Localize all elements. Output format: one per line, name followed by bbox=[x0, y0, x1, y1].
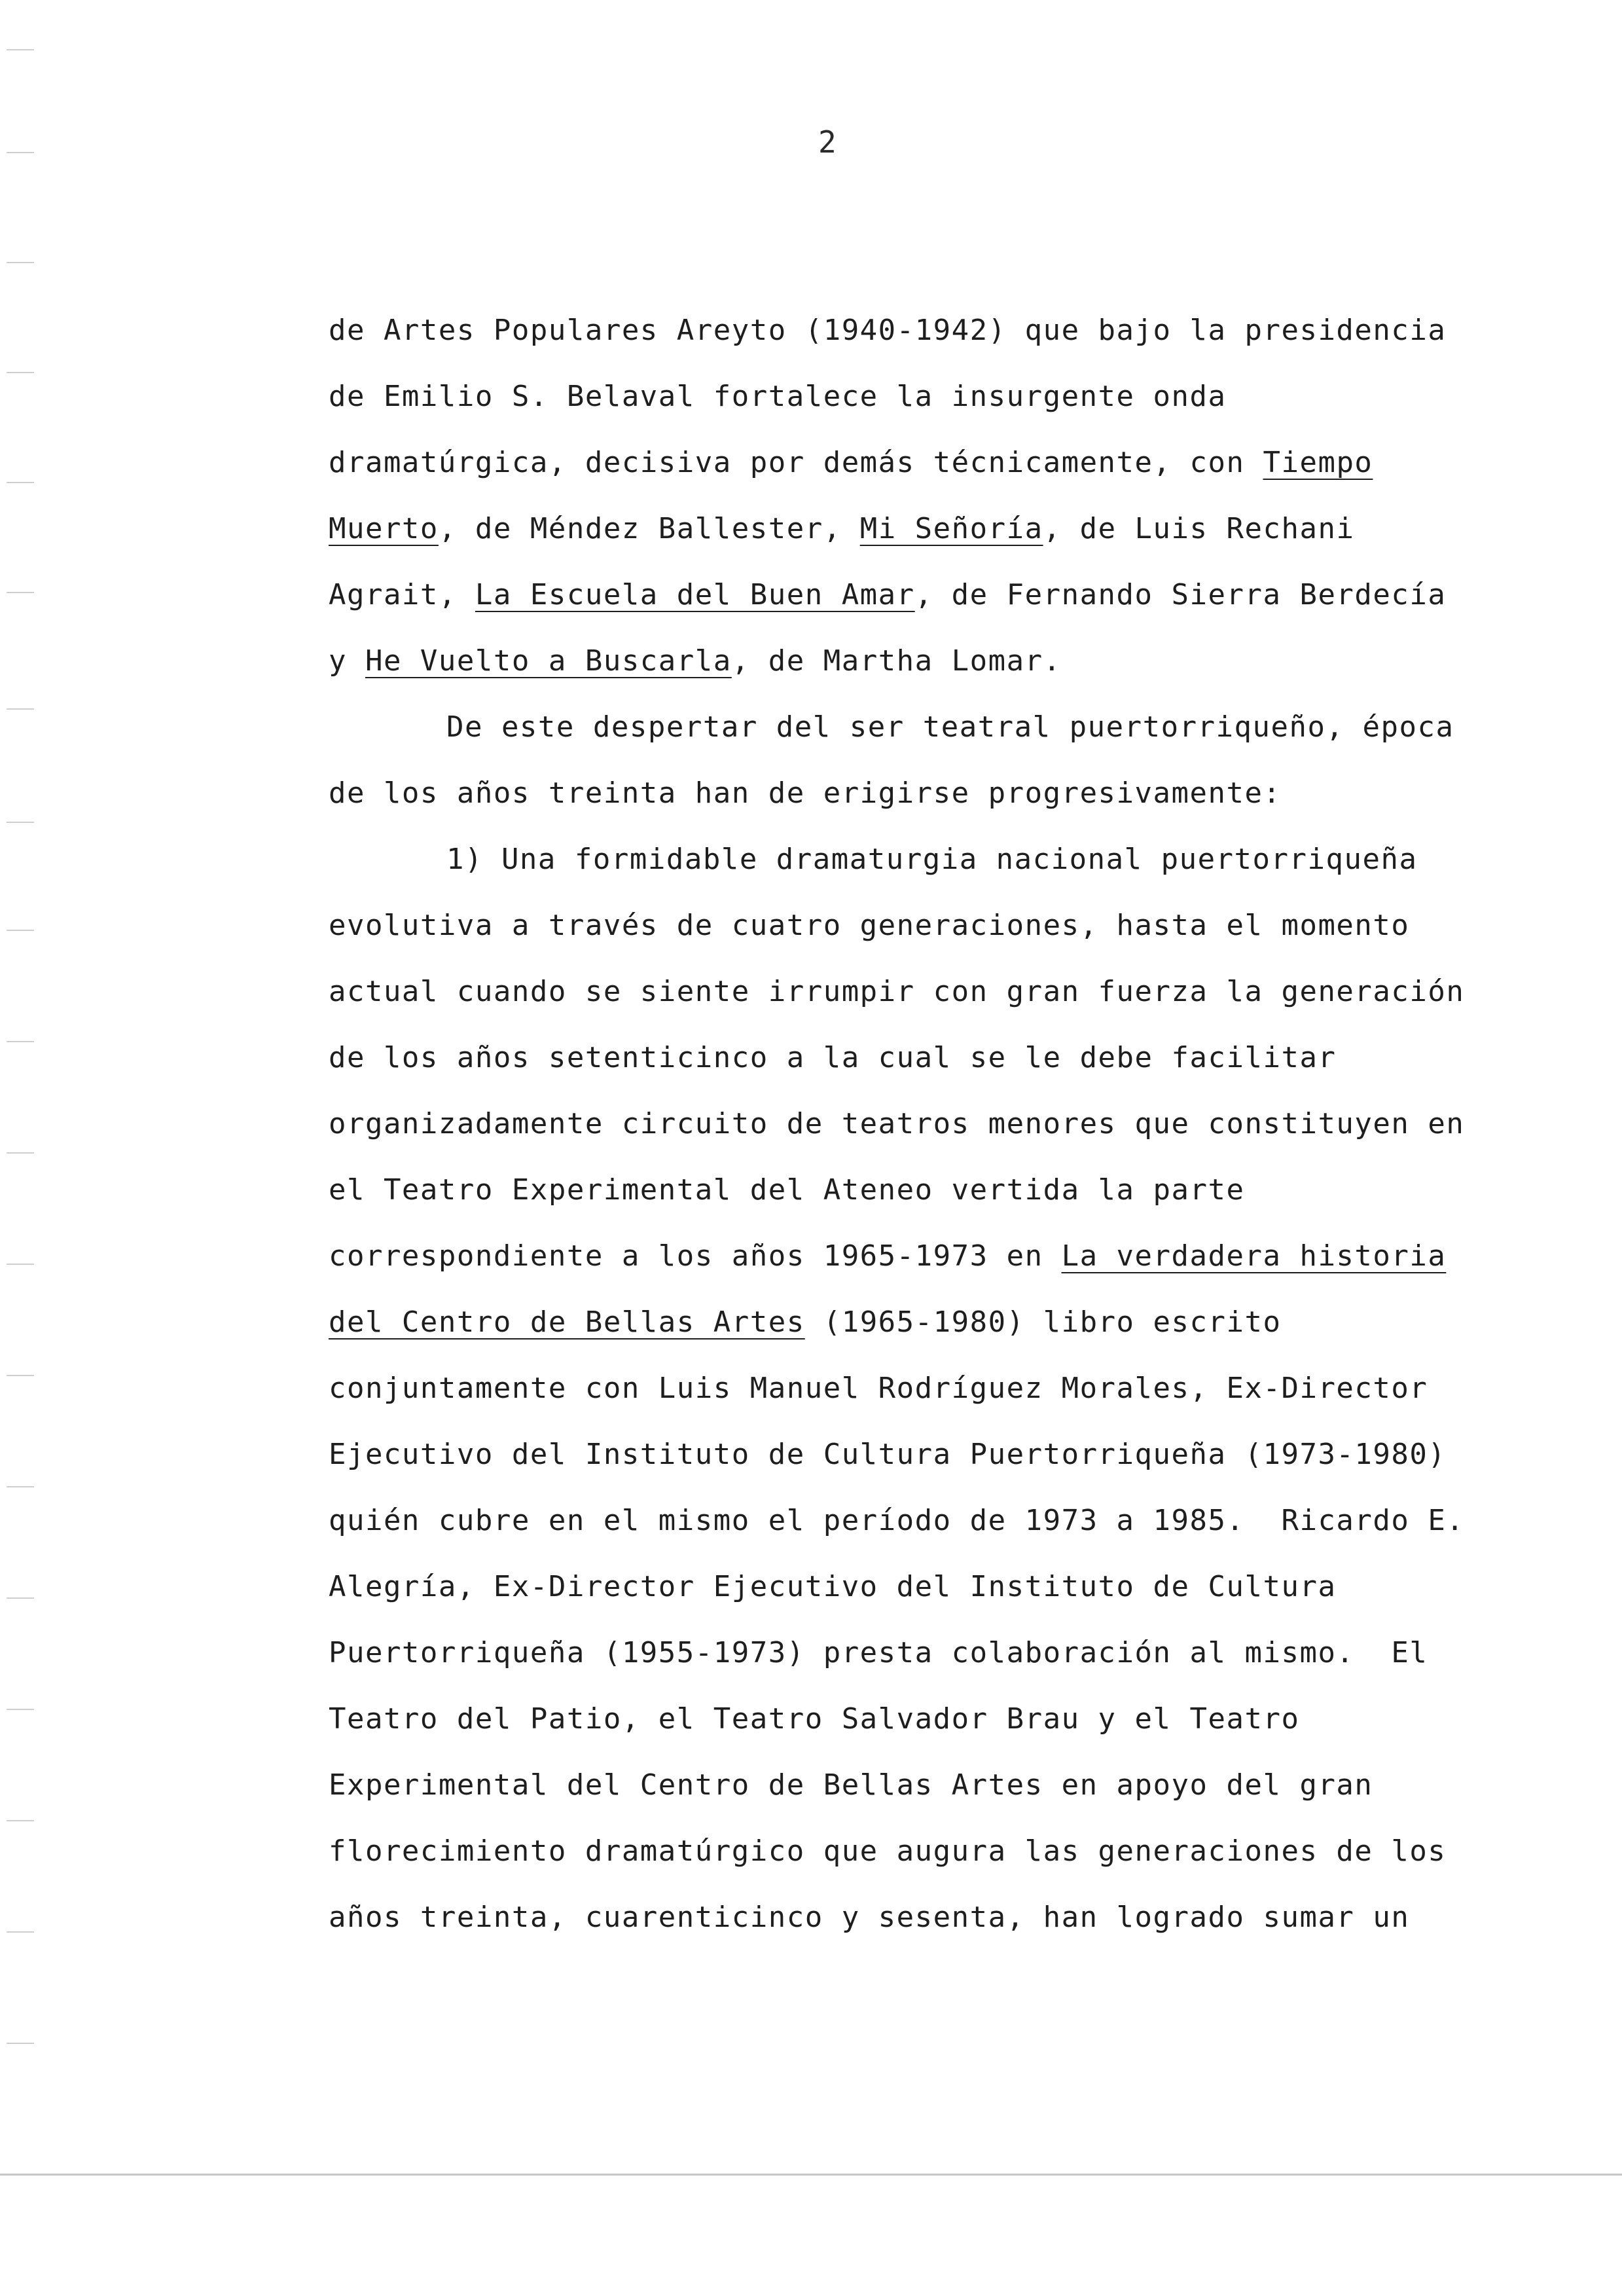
work-title: Muerto bbox=[328, 512, 439, 545]
text-run: Ejecutivo del Instituto de Cultura Puertorriqueña (1973-1980) bbox=[328, 1438, 1447, 1471]
page-bottom-rule bbox=[0, 2174, 1622, 2176]
text-run: Alegría, Ex-Director Ejecutivo del Instituto de Cultura bbox=[328, 1570, 1337, 1603]
margin-mark bbox=[7, 1041, 34, 1042]
margin-mark bbox=[7, 708, 34, 710]
text-run: actual cuando se siente irrumpir con gran fuerza la generación bbox=[328, 975, 1465, 1008]
text-run: (1965-1980) libro escrito bbox=[804, 1305, 1282, 1339]
text-run: 1) Una formidable dramaturgia nacional puertorriqueña bbox=[446, 843, 1418, 876]
margin-mark bbox=[7, 1820, 34, 1821]
margin-mark bbox=[7, 49, 34, 50]
work-title: Mi Señoría bbox=[859, 512, 1043, 545]
margin-mark bbox=[7, 482, 34, 483]
text-run: , de Martha Lomar. bbox=[731, 644, 1062, 678]
text-line bbox=[255, 1859, 1409, 1977]
text-run: organizadamente circuito de teatros menores que constituyen en bbox=[328, 1107, 1465, 1140]
text-run: Teatro del Patio, el Teatro Salvador Brau y el Teatro bbox=[328, 1702, 1300, 1736]
work-title: La Escuela del Buen Amar bbox=[475, 578, 915, 611]
margin-mark bbox=[7, 152, 34, 153]
margin-mark bbox=[7, 262, 34, 263]
text-run: el Teatro Experimental del Ateneo vertida la parte bbox=[328, 1173, 1245, 1207]
work-title: Tiempo bbox=[1263, 446, 1373, 479]
margin-mark bbox=[7, 372, 34, 373]
text-run: Agrait, bbox=[328, 578, 475, 611]
text-run: , de Fernando Sierra Berdecía bbox=[914, 578, 1447, 611]
page-number: 2 bbox=[818, 124, 837, 160]
text-run: quién cubre en el mismo el período de 1973 a 1985. Ricardo E. bbox=[328, 1504, 1465, 1537]
text-run: correspondiente a los años 1965-1973 en bbox=[328, 1239, 1062, 1273]
margin-mark bbox=[7, 1931, 34, 1933]
margin-mark bbox=[7, 822, 34, 823]
text-run: de los años setenticinco a la cual se le debe facilitar bbox=[328, 1041, 1337, 1074]
text-run: de los años treinta han de erigirse progresivamente: bbox=[328, 776, 1282, 810]
text-run: Puertorriqueña (1955-1973) presta colaboración al mismo. El bbox=[328, 1636, 1428, 1669]
work-title: La verdadera historia bbox=[1061, 1239, 1447, 1273]
text-run: de Emilio S. Belaval fortalece la insurgente onda bbox=[328, 380, 1227, 413]
text-run: años treinta, cuarenticinco y sesenta, han logrado sumar un bbox=[328, 1901, 1410, 1934]
margin-mark bbox=[7, 1597, 34, 1599]
work-title: He Vuelto a Buscarla bbox=[365, 644, 732, 678]
text-run: evolutiva a través de cuatro generaciones, hasta el momento bbox=[328, 909, 1410, 942]
margin-mark bbox=[7, 592, 34, 593]
work-title: del Centro de Bellas Artes bbox=[328, 1305, 805, 1339]
text-run: florecimiento dramatúrgico que augura las generaciones de los bbox=[328, 1834, 1447, 1868]
text-run: Experimental del Centro de Bellas Artes en apoyo del gran bbox=[328, 1768, 1373, 1802]
margin-mark bbox=[7, 930, 34, 931]
margin-mark bbox=[7, 1152, 34, 1154]
margin-mark bbox=[7, 1709, 34, 1710]
margin-mark bbox=[7, 1486, 34, 1487]
text-run: y bbox=[328, 644, 365, 678]
margin-mark bbox=[7, 2043, 34, 2044]
text-run: conjuntamente con Luis Manuel Rodríguez Morales, Ex-Director bbox=[328, 1372, 1428, 1405]
text-run: De este despertar del ser teatral puertorriqueño, época bbox=[446, 710, 1454, 744]
margin-mark bbox=[7, 1375, 34, 1376]
text-run: de Artes Populares Areyto (1940-1942) que bajo la presidencia bbox=[328, 314, 1447, 347]
margin-mark bbox=[7, 1264, 34, 1265]
text-run: , de Luis Rechani bbox=[1043, 512, 1355, 545]
text-run: , de Méndez Ballester, bbox=[438, 512, 860, 545]
text-run: dramatúrgica, decisiva por demás técnicamente, con bbox=[328, 446, 1263, 479]
